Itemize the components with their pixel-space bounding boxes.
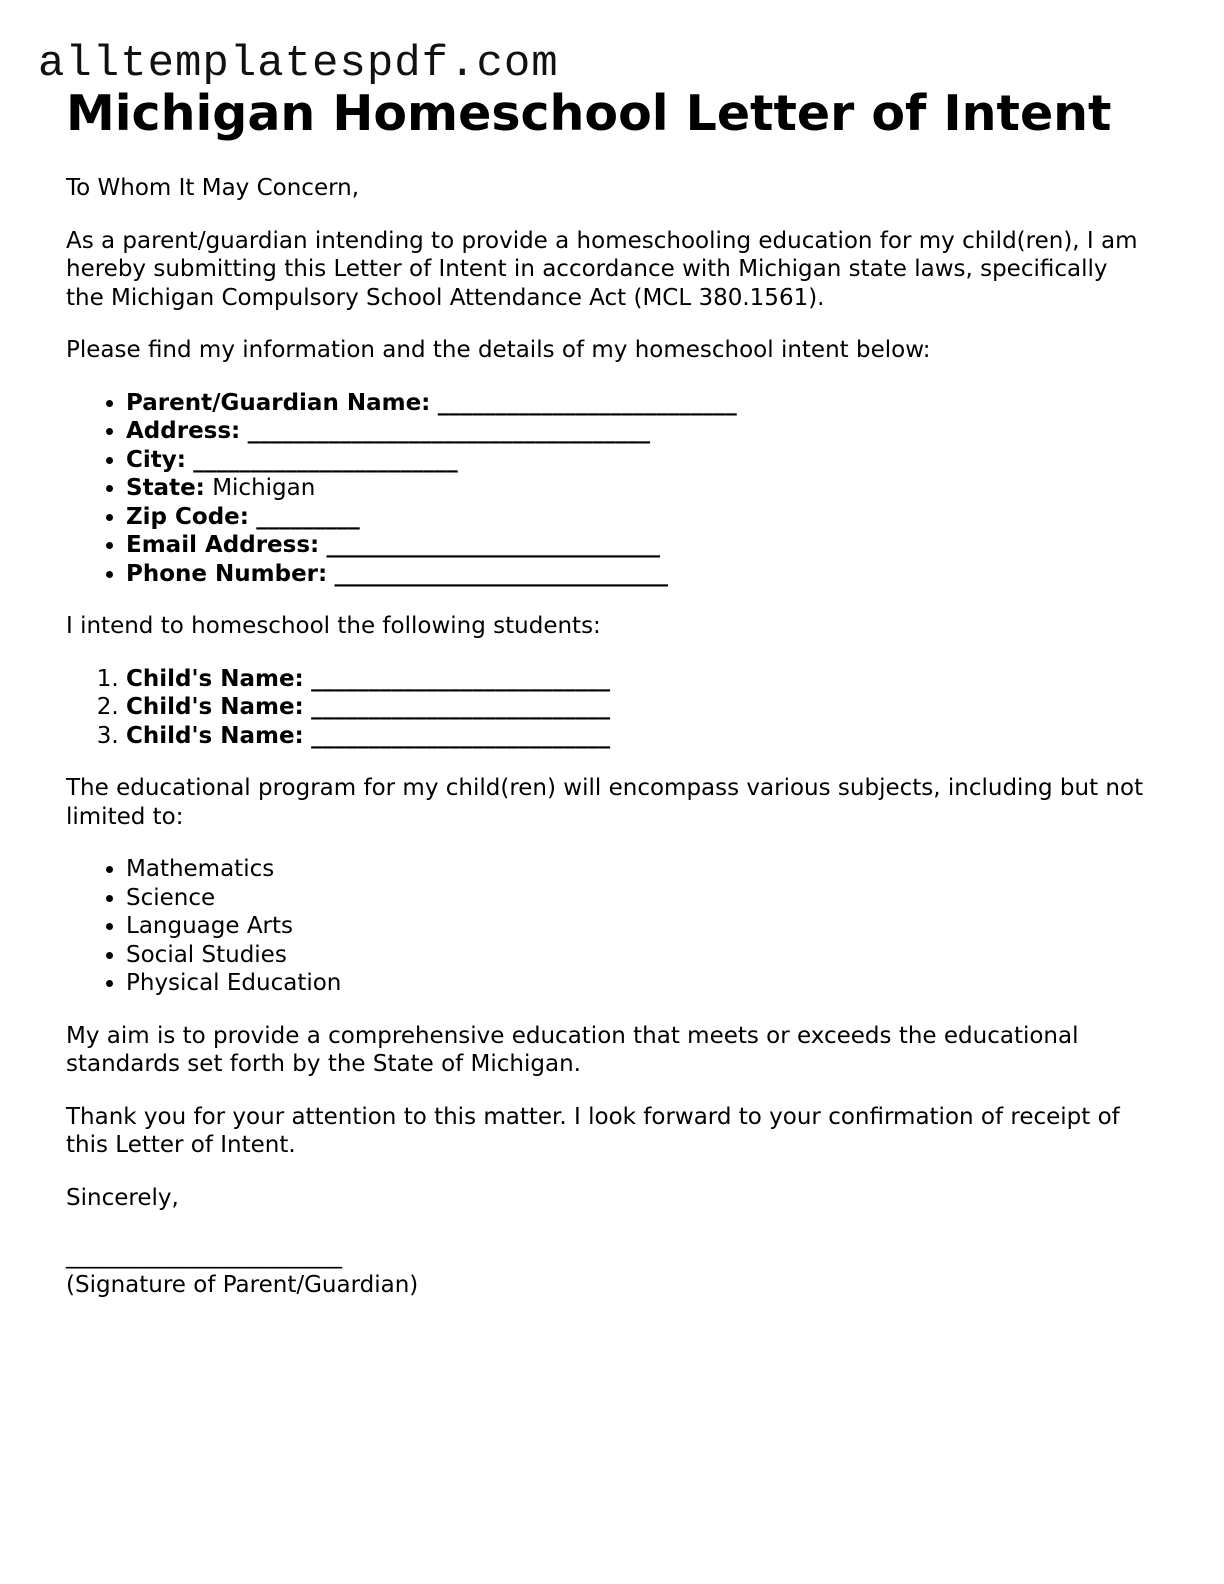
city-field[interactable]: _______________________ [193, 446, 458, 473]
info-intro: Please find my information and the details of my homeschool intent below: [66, 337, 931, 363]
subjects-list [66, 855, 1146, 998]
child-label: Child's Name: [126, 722, 304, 749]
subject-item: • Mathematics [126, 855, 1146, 884]
closing: Sincerely, [66, 1184, 179, 1211]
subject-item: • Language Arts [126, 912, 1146, 941]
program-intro: The educational program for my child(ren) will encompass various subjects, including but not limited to: [66, 775, 1144, 830]
info-label: Phone Number: [126, 560, 328, 587]
signature-field[interactable]: ________________________ [66, 1243, 342, 1269]
info-label: City: [126, 446, 186, 473]
info-item-phone [126, 560, 1146, 589]
salutation: To Whom It May Concern, [66, 175, 360, 201]
info-label: Zip Code: [126, 503, 249, 530]
child-label: Child's Name: [126, 694, 304, 720]
info-label: Email Address: [126, 532, 320, 558]
child-item [126, 693, 1146, 722]
child-name-field[interactable]: __________________________ [311, 694, 611, 720]
child-item [126, 665, 1146, 694]
intro-paragraph: As a parent/guardian intending to provide a homeschooling education for my child(ren), I am hereby submitting this Letter of Intent in accordance with Michigan state laws, specifically the Michigan Compulsory School Attendance Act (MCL 380.1561). [66, 227, 1138, 311]
info-item-email [126, 531, 1146, 560]
subject-item: • Social Studies [126, 941, 1146, 970]
child-label: Child's Name: [126, 665, 304, 692]
parent-name-field[interactable]: __________________________ [437, 389, 737, 416]
info-item-city [126, 446, 1146, 475]
letter-document [66, 86, 1146, 1299]
info-label: Parent/Guardian Name: [126, 389, 431, 416]
parent-info-list [66, 389, 1146, 589]
subject-item: • Science [126, 884, 1146, 913]
child-name-field[interactable]: __________________________ [311, 665, 611, 692]
subject-item: • Physical Education [126, 969, 1146, 998]
signature-caption: (Signature of Parent/Guardian) [66, 1271, 419, 1298]
students-intro: I intend to homeschool the following students: [66, 613, 601, 639]
phone-field[interactable]: _____________________________ [334, 560, 669, 587]
aim-paragraph: My aim is to provide a comprehensive education that meets or exceeds the educational standards set forth by the State of Michigan. [66, 1022, 1079, 1077]
info-item-parent-name [126, 389, 1146, 418]
info-label: State: [126, 475, 205, 501]
state-value: Michigan [212, 475, 316, 501]
child-name-field[interactable]: __________________________ [311, 722, 611, 749]
info-item-state [126, 474, 1146, 503]
address-field[interactable]: ___________________________________ [247, 418, 651, 444]
thanks-paragraph: Thank you for your attention to this matter. I look forward to your confirmation of receipt of this Letter of Intent. [66, 1103, 1120, 1158]
page-title: Michigan Homeschool Letter of Intent [66, 85, 1112, 142]
email-field[interactable]: _____________________________ [326, 532, 661, 558]
info-item-zip [126, 503, 1146, 532]
child-item [126, 722, 1146, 751]
info-label: Address: [126, 418, 241, 444]
zip-code-field[interactable]: _________ [256, 503, 360, 530]
watermark-text: alltemplatespdf.com [38, 39, 559, 89]
info-item-address [126, 417, 1146, 446]
children-list [66, 665, 1146, 751]
